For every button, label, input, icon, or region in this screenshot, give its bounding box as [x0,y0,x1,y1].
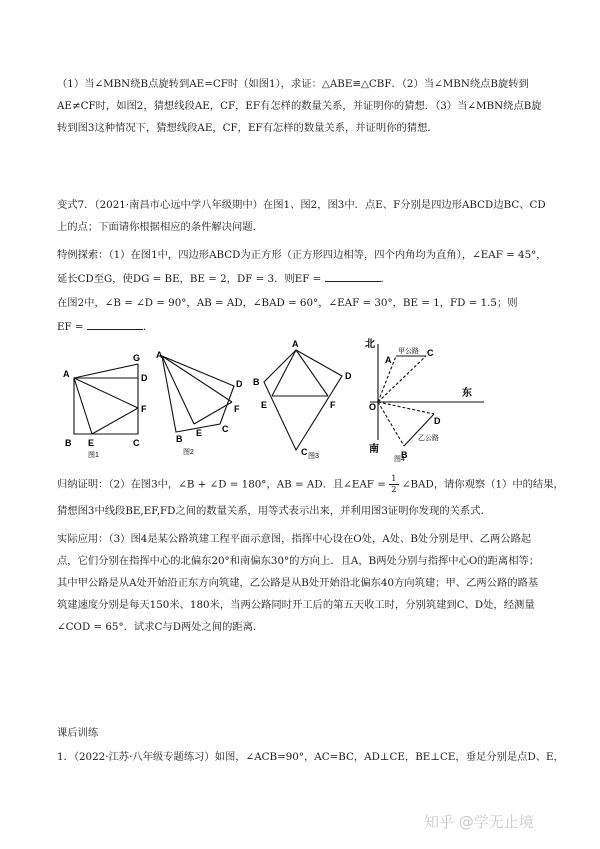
fig2-caption: 图2 [183,449,194,456]
fig2-label-f: F [234,404,240,414]
homework-question-1: 1．（2022·江苏·八年级专题练习）如图，∠ACB=90°，AC=BC，AD⊥CE，BE⊥CE，垂足分别是点D、E， [57,751,564,763]
homework-heading: 课后训练 [57,727,99,739]
inductive-text-a: 归纳证明：（2）在图3中，∠B + ∠D = 180°，AB = AD．且∠EAF = [57,478,386,491]
fig4-label-c: C [427,348,434,358]
figure-3 [250,338,360,460]
special-exploration-line2 [57,270,391,285]
fig3-label-e: E [261,400,268,410]
ef-label: EF = [57,321,84,333]
fig4-road-a: 甲公路 [398,348,419,355]
fig3-label-b: B [253,377,260,387]
fig2-label-e: E [196,428,203,438]
fraction-one-half [389,474,398,495]
figure2-answer-line [57,318,153,333]
fig1-label-g: G [133,353,141,363]
inductive-proof-line1 [57,474,564,495]
fig4-label-b: B [401,450,408,460]
figure-2 [150,350,250,460]
period-1: ． [380,273,391,285]
fig2-label-c: C [222,424,229,434]
fig4-label-d: D [434,416,441,426]
fig3-label-a: A [292,339,299,349]
fig1-label-c: C [133,438,140,448]
fig4-north: 北 [365,339,375,350]
inductive-proof-line2: 猜想图3中线段BE,EF,FD之间的数量关系，用等式表示出来，并利用图3证明你发现的关系式． [57,505,491,517]
fig2-label-a: A [156,350,163,360]
problem-text: （1）当∠MBN绕B点旋转到AE=CF时（如图1），求证：△ABE≌△CBF．（2）当∠MBN绕点B旋转到AE≠CF时，如图2，猜想线段AE，CF，EF有怎样的数量关系，并证明你的猜想．（3）当∠MBN绕点B旋转到图3这种情况下，猜想线段AE，CF，EF有怎样的数量关系，并证明你的猜想． [57,78,542,134]
fig3-label-f: F [330,400,336,410]
figure2-condition-line: 在图2中，∠B = ∠D = 90°，AB = AD，∠BAD = 60°，∠EAF = 30°，BE = 1，FD = 1.5；则 [57,297,518,309]
figure-1 [60,350,155,460]
period-2: ． [142,321,154,333]
figure-4 [362,336,490,462]
fig1-label-a: A [63,369,70,379]
fig1-caption: 图1 [88,452,99,459]
fig4-label-a: A [385,355,392,365]
fraction-denominator: 2 [391,485,397,495]
fig1-label-e: E [88,438,95,448]
answer-blank-2[interactable] [87,319,143,330]
special-exploration-line1: 特例探索：（1）在图1中，四边形ABCD为正方形（正方形四边相等，四个内角均为直角），∠EAF = 45°， [57,249,547,261]
fig4-south: 南 [369,444,379,455]
variant7-intro: 变式7．（2021·南昌市心远中学八年级期中）在图1、图2，图3中．点E、F分别是四边形ABCD边BC、CD上的点；下面请你根据相应的条件解决问题． [57,199,546,233]
fig4-east: 东 [462,388,472,399]
answer-blank-1[interactable] [325,271,381,282]
fig3-caption: 图3 [308,453,319,460]
fig4-label-o: O [369,402,377,412]
inductive-text-b: ∠BAD，请你观察（1）中的结果， [401,478,564,491]
special-exploration-text: 延长CD至G，使DG = BE，BE = 2，DF = 3．则EF = [57,273,322,285]
fig4-caption: 图4 [394,456,405,462]
application-text: 实际应用：（3）图4是某公路筑建工程平面示意图，指挥中心设在O处，A处、B处分别是甲、乙两公路起点，它们分别在指挥中心的北偏东20°和南偏东30°的方向上．且A，B两处分别与指挥中心O的距离相等；其中甲公路是从A处开始沿正东方向筑建，乙公路是从B处开始沿北偏东40方向筑建；甲、乙两公路的路基筑建速度分别是每天150米、180米，当两公路同时开工后的第五天收工时，分别筑建到C、D处，经测量∠COD = 65°．试求C与D两处之间的距离． [57,533,540,633]
fig4-road-b: 乙公路 [418,435,439,442]
fraction-numerator: 1 [391,474,397,484]
fig3-label-c: C [301,447,308,457]
fig1-label-d: D [141,373,148,383]
fig3-label-d: D [345,371,352,381]
fig2-label-d: D [236,379,243,389]
watermark: 知乎 @学无止境 [424,813,534,831]
fig2-label-b: B [176,434,183,444]
fig1-label-f: F [141,404,147,414]
fig1-label-b: B [65,438,72,448]
